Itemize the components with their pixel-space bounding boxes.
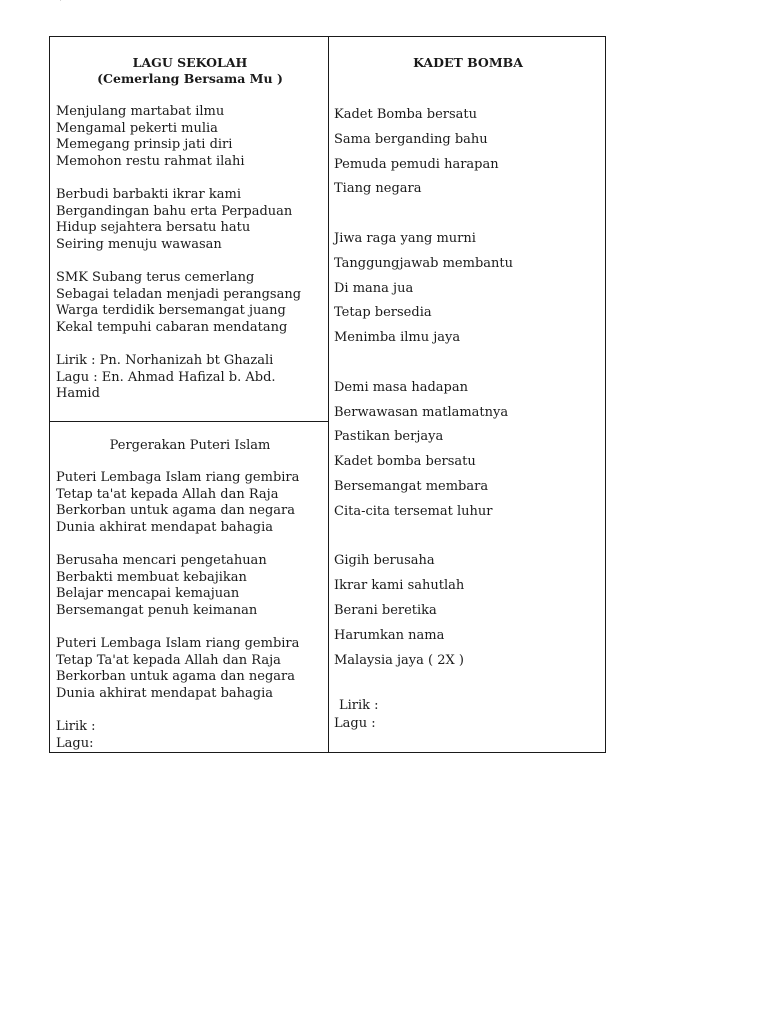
puteri-islam-stanza-2 bbox=[56, 553, 324, 619]
lyric-line: Di mana jua bbox=[334, 280, 414, 296]
lyric-line: Kadet Bomba bersatu bbox=[334, 107, 477, 122]
lyric-line: Bergandingan bahu erta Perpaduan bbox=[56, 203, 293, 219]
kadet-bomba-cell bbox=[334, 55, 602, 733]
puteri-islam-cell bbox=[56, 438, 324, 752]
kadet-bomba-stanza-4 bbox=[334, 549, 602, 673]
lyric-line: Kadet bomba bersatu bbox=[334, 454, 476, 470]
lyric-line: Berani beretika bbox=[334, 602, 437, 618]
lyric-line: Jiwa raga yang murni bbox=[334, 230, 476, 246]
lyric-line: Cita-cita tersemat luhur bbox=[334, 503, 493, 519]
credit-lyricist: Lirik : bbox=[56, 718, 96, 734]
lyric-line: Demi masa hadapan bbox=[334, 379, 469, 395]
lyric-line: Berbudi barbakti ikrar kami bbox=[56, 186, 241, 202]
lyric-line: Sama berganding bahu bbox=[334, 131, 488, 147]
lyric-line: Tetap ta'at kepada Allah dan Raja bbox=[56, 486, 279, 502]
school-song-cell bbox=[56, 55, 324, 403]
kadet-bomba-title: KADET BOMBA bbox=[413, 55, 523, 70]
credit-lyricist: Lirik : bbox=[339, 698, 379, 714]
puteri-islam-stanza-3 bbox=[56, 636, 324, 702]
lyric-line: Memegang prinsip jati diri bbox=[56, 137, 233, 153]
lyric-line: Berkorban untuk agama dan negara bbox=[56, 669, 296, 685]
school-song-title: LAGU SEKOLAH bbox=[132, 55, 248, 70]
school-song-credits bbox=[56, 353, 324, 403]
credit-composer: Lagu: bbox=[56, 735, 94, 751]
puteri-islam-title: Pergerakan Puteri Islam bbox=[109, 438, 271, 453]
lyric-line: Menjulang martabat ilmu bbox=[56, 104, 225, 119]
lyric-line: Berusaha mencari pengetahuan bbox=[56, 552, 267, 568]
lyric-line: Harumkan nama bbox=[334, 627, 445, 643]
lyric-line: Menimba ilmu jaya bbox=[334, 330, 461, 346]
lyric-line: Pemuda pemudi harapan bbox=[334, 156, 499, 172]
lyric-line: Kekal tempuhi cabaran mendatang bbox=[56, 319, 288, 335]
lyric-line: Memohon restu rahmat ilahi bbox=[56, 153, 245, 169]
lyric-line: Malaysia jaya ( 2X ) bbox=[334, 652, 464, 668]
credit-composer: Lagu : bbox=[334, 716, 376, 732]
lyric-line: Tetap Ta'at kepada Allah dan Raja bbox=[56, 652, 281, 668]
row-divider bbox=[50, 421, 328, 422]
credit-composer: Lagu : En. Ahmad Hafizal b. Abd. bbox=[56, 369, 276, 385]
lyric-line: Puteri Lembaga Islam riang gembira bbox=[56, 635, 300, 651]
lyric-line: Warga terdidik bersemangat juang bbox=[56, 303, 286, 319]
lyric-line: Tetap bersedia bbox=[334, 305, 432, 321]
lyric-line: Belajar mencapai kemajuan bbox=[56, 586, 240, 602]
credit-lyricist: Lirik : Pn. Norhanizah bt Ghazali bbox=[56, 352, 274, 368]
lyric-line: Tiang negara bbox=[334, 181, 422, 197]
kadet-bomba-stanza-1 bbox=[334, 103, 602, 202]
lyric-line: Tanggungjawab membantu bbox=[334, 255, 513, 271]
kadet-bomba-stanza-3 bbox=[334, 376, 602, 525]
lyric-line: Berbakti membuat kebajikan bbox=[56, 569, 247, 585]
lyric-line: Mengamal pekerti mulia bbox=[56, 120, 218, 136]
lyric-line: SMK Subang terus cemerlang bbox=[56, 269, 255, 285]
lyric-line: Seiring menuju wawasan bbox=[56, 236, 222, 252]
lyric-line: Gigih berusaha bbox=[334, 553, 435, 569]
column-divider bbox=[328, 37, 329, 752]
corner-mark: ` bbox=[58, 0, 63, 10]
lyric-line: Sebagai teladan menjadi perangsang bbox=[56, 286, 302, 302]
school-song-subtitle: (Cemerlang Bersama Mu ) bbox=[97, 71, 283, 86]
lyric-line: Dunia akhirat mendapat bahagia bbox=[56, 519, 274, 535]
lyric-line: Ikrar kami sahutlah bbox=[334, 578, 465, 594]
lyric-line: Pastikan berjaya bbox=[334, 429, 444, 445]
kadet-bomba-stanza-2 bbox=[334, 227, 602, 351]
lyric-line: Hidup sejahtera bersatu hatu bbox=[56, 220, 251, 236]
lyric-line: Berkorban untuk agama dan negara bbox=[56, 503, 296, 519]
lyric-line: Puteri Lembaga Islam riang gembira bbox=[56, 470, 300, 485]
lyric-line: Bersemangat penuh keimanan bbox=[56, 602, 258, 618]
lyric-line: Berwawasan matlamatnya bbox=[334, 404, 509, 420]
school-song-stanza-3 bbox=[56, 270, 324, 336]
credit-composer-cont: Hamid bbox=[56, 386, 100, 402]
lyric-line: Dunia akhirat mendapat bahagia bbox=[56, 685, 274, 701]
song-sheet-table bbox=[49, 36, 606, 753]
lyric-line: Bersemangat membara bbox=[334, 478, 489, 494]
puteri-islam-stanza-1 bbox=[56, 470, 324, 536]
school-song-stanza-1 bbox=[56, 104, 324, 170]
puteri-islam-credits bbox=[56, 719, 324, 752]
school-song-stanza-2 bbox=[56, 187, 324, 253]
kadet-bomba-credits bbox=[334, 697, 602, 733]
